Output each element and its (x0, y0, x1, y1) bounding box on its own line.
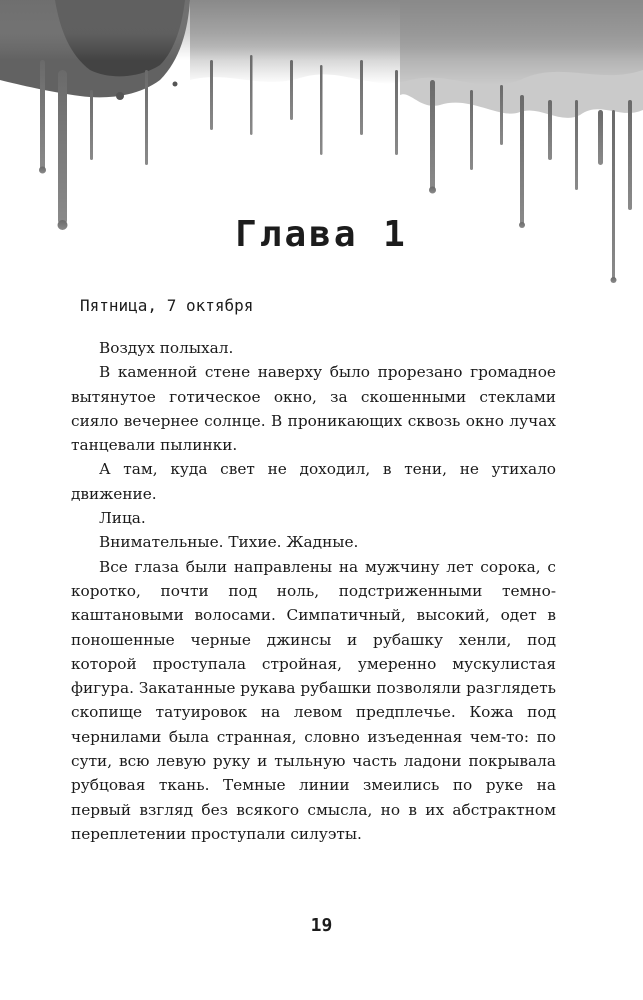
page-number: 19 (310, 915, 333, 936)
paragraph: Все глаза были направлены на мужчину лет сорока, с коротко, почти под ноль, подстриженными темно-каштановыми волосами. Симпатичный, высокий, одет в поношенные черные джинсы и рубашку хенли, под которой проступала стройная, умеренно мускулистая фигура. Закатанные рукава рубашки позволяли разглядеть скопище татуировок на левом предплечье. Кожа под чернилами была странная, словно изъеденная чем-то: по сути, всю левую руку и тыльную часть ладони покрывала рубцовая ткань. Темные линии змеились по руке на первый взгляд без всякого смысла, но в их абстрактном переплетении проступали силуэты. (71, 557, 556, 843)
date-line: Пятница, 7 октября (80, 296, 254, 315)
paragraph: А там, куда свет не доходил, в тени, не утихало движение. (71, 460, 556, 503)
paragraph: Лица. (99, 509, 146, 528)
chapter-title: Глава 1 (235, 214, 408, 255)
body-text (71, 336, 556, 846)
paragraph: В каменной стене наверху было прорезано громадное вытянутое готическое окно, за скошенными стеклами сияло вечернее солнце. В проникающих сквозь окно лучах танцевали пылинки. (71, 363, 556, 455)
paragraph: Воздух полыхал. (99, 339, 234, 357)
paragraph: Внимательные. Тихие. Жадные. (99, 533, 359, 552)
